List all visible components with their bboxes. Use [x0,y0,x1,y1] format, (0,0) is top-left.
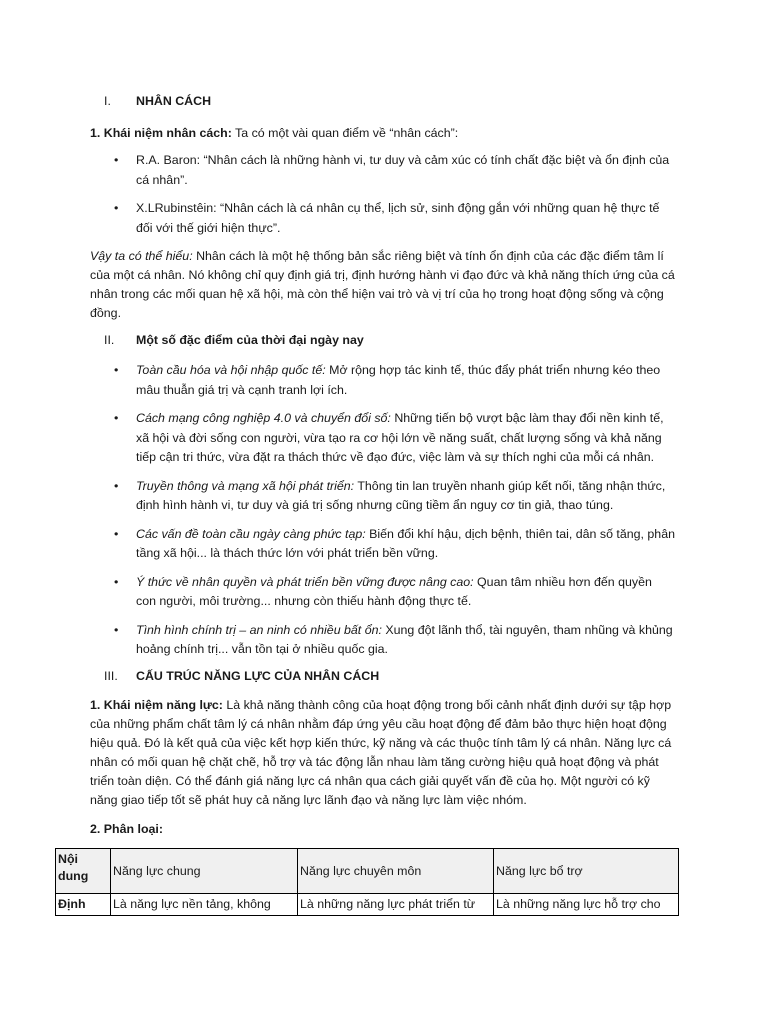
concept-text: Ta có một vài quan điểm về “nhân cách”: [231,126,459,140]
feature-text: Biến đổi khí hậu, dịch bệnh, thiên tai, dân số tăng, phân tầng xã hội... là thách thức lớn với phát triển bền vững. [136,526,675,560]
competence-label: 1. Khái niệm năng lực: [90,698,223,712]
list-item [110,361,675,400]
concept-paragraph [90,124,680,143]
table-cell: Là năng lực nền tảng, không [111,894,298,916]
feature-lead: Truyền thông và mạng xã hội phát triển: [136,478,355,493]
features-list [110,361,675,660]
concept-label: 1. Khái niệm nhân cách: [90,126,232,140]
conclusion-text: Nhân cách là một hệ thống bản sắc riêng biệt và tính ổn định của các đặc điểm tâm lí của một cá nhân. Nó không chỉ quy định giá trị, định hướng hành vi đạo đức và khả năng thích ứng của cá nhân trong các mối quan hệ xã hội, mà còn thể hiện vai trò và vị trí của họ trong hoạt động sống và cộng đồng. [90,249,675,320]
competence-paragraph [90,696,680,810]
feature-text: Mở rộng hợp tác kinh tế, thúc đẩy phát triển nhưng kéo theo mâu thuẫn giá trị và cạnh tranh lợi ích. [136,363,661,397]
feature-lead: Ý thức về nhân quyền và phát triển bền vững được nâng cao: [136,574,474,589]
section-title-1: NHÂN CÁCH [136,94,212,108]
table-cell: Là những năng lực phát triển từ [298,894,494,916]
list-item [110,409,675,468]
classification-table [55,848,679,916]
table-header-row [56,849,679,894]
table-header-cell: Năng lực bổ trợ [494,849,679,894]
list-item [110,573,675,612]
table-cell: Định [56,894,111,916]
feature-text: Những tiến bộ vượt bậc làm thay đổi nền kinh tế, xã hội và đời sống con người, vừa tạo ra cơ hội lớn về năng suất, chất lượng sống và khả năng tiếp cận tri thức, vừa đặt ra thách thức về đạo đức, việc làm và sự thích nghi của mỗi cá nhân. [136,411,664,464]
feature-text: Quan tâm nhiều hơn đến quyền con người, môi trường... nhưng còn thiếu hành động thực tế. [136,574,652,608]
views-list [110,151,675,238]
list-item: • R.A. Baron: “Nhân cách là những hành vi, tư duy và cảm xúc có tính chất đặc biệt và ổn định của cá nhân”. [110,151,675,190]
section-numeral-3: III. [104,669,118,683]
competence-text: Là khả năng thành công của hoạt động trong bối cảnh nhất định dưới sự tập hợp của những phẩm chất tâm lý cá nhân nhằm đáp ứng yêu cầu hoạt động để đảm bảo thực hiện hoạt động hiệu quả. Đó là kết quả của việc kết hợp kiến thức, kỹ năng và các thuộc tính tâm lý cá nhân. Năng lực cá nhân có mối quan hệ chặt chẽ, hỗ trợ và tác động lẫn nhau làm tăng cường hiệu quả hoạt động và phát triển toàn diện. Có thể đánh giá năng lực cá nhân qua cách giải quyết vấn đề của họ. Một người có kỹ năng giao tiếp tốt sẽ phát huy cả năng lực lãnh đạo và năng lực làm việc nhóm. [90,698,672,807]
feature-text: Thông tin lan truyền nhanh giúp kết nối, tăng nhận thức, định hình hành vi, tư duy và giá trị sống nhưng cũng tiềm ẩn nguy cơ tin giả, thao túng. [136,478,666,512]
list-item [110,477,675,516]
feature-lead: Cách mạng công nghiệp 4.0 và chuyển đổi số: [136,411,391,425]
classification-label: 2. Phân loại: [90,822,163,836]
feature-lead: Toàn cầu hóa và hội nhập quốc tế: [136,363,326,377]
conclusion-lead: Vậy ta có thể hiểu: [90,249,193,263]
conclusion-paragraph [90,247,680,323]
section-numeral-2: II. [104,333,115,347]
section-numeral-1: I. [104,94,111,108]
classification-heading [90,820,680,839]
table-row [56,894,679,916]
table-header-cell: Năng lực chuyên môn [298,849,494,894]
section-title-2: Một số đặc điểm của thời đại ngày nay [136,333,364,347]
list-item [110,621,675,660]
list-item [110,525,675,564]
feature-lead: Các vấn đề toàn cầu ngày càng phức tạp: [136,526,366,541]
table-cell: Là những năng lực hỗ trợ cho [494,894,679,916]
table-header-cell: Năng lực chung [111,849,298,894]
table-header-cell: Nội dung [56,849,111,894]
feature-lead: Tình hình chính trị – an ninh có nhiều bất ổn: [136,622,382,637]
feature-text: Xung đột lãnh thổ, tài nguyên, tham nhũng và khủng hoảng chính trị... vẫn tồn tại ở nhiều quốc gia. [136,622,673,656]
section-title-3: CẤU TRÚC NĂNG LỰC CỦA NHÂN CÁCH [136,669,380,683]
list-item: • X.LRubinstêin: “Nhân cách là cá nhân cụ thể, lịch sử, sinh động gắn với những quan hệ thực tế đối với thế giới hiện thực”. [110,199,675,238]
